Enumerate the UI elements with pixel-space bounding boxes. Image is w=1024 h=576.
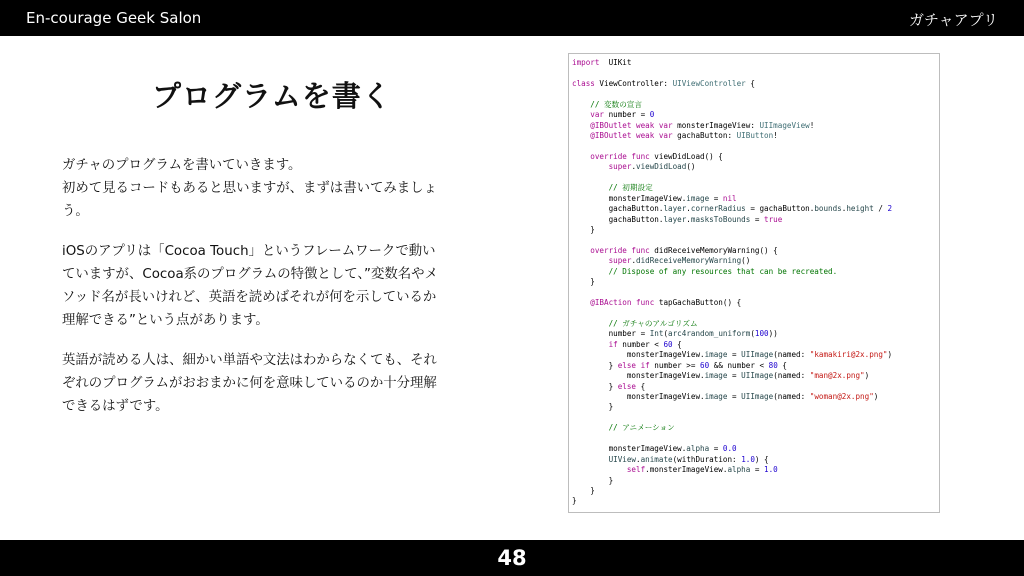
code-line <box>572 486 939 496</box>
code-token: ) <box>864 371 870 381</box>
code-token: tapGachaButton() { <box>654 298 742 308</box>
code-line <box>572 423 939 433</box>
code-token: cornerRadius <box>690 204 746 214</box>
header-bar <box>0 0 1024 36</box>
code-line <box>572 371 939 381</box>
code-token: . <box>841 204 847 214</box>
code-line <box>572 465 939 475</box>
code-line <box>572 58 939 68</box>
paragraph-3: 英語が読める人は、細かい単語や文法はわからなくても、それ ぞれのプログラムがおおまかに何を意味しているのか十分理解 できるはずです。 <box>62 353 437 414</box>
code-line <box>572 194 939 204</box>
code-token: @IBAction func <box>572 298 655 308</box>
code-token: (withDuration: <box>672 454 742 464</box>
code-token: self <box>572 465 646 475</box>
code-token: ) <box>887 350 893 360</box>
code-token: = <box>727 371 742 381</box>
code-token: // 初期設定 <box>572 183 653 193</box>
code-token: height <box>846 204 874 214</box>
code-token: () <box>686 162 696 172</box>
code-token: 1.0 <box>741 454 755 464</box>
code-line <box>572 288 939 298</box>
code-token: viewDidLoad <box>636 162 687 172</box>
code-token: (named: <box>773 371 810 381</box>
code-token: arc4random_uniform <box>668 329 751 339</box>
code-token: monsterImageView: <box>672 120 760 130</box>
code-token: ViewController: <box>594 78 673 88</box>
code-token: (named: <box>773 350 810 360</box>
code-line <box>572 79 939 89</box>
code-line <box>572 319 939 329</box>
code-line <box>572 340 939 350</box>
code-token: Int <box>649 329 664 339</box>
code-token: ) { <box>754 454 769 464</box>
code-token: super <box>572 256 632 266</box>
code-token: else <box>617 381 637 391</box>
header-left-title: En-courage Geek Salon <box>26 9 202 27</box>
code-line <box>572 496 939 506</box>
code-line <box>572 382 939 392</box>
code-line <box>572 68 939 78</box>
code-token: . <box>631 162 637 172</box>
code-token: = <box>709 193 723 203</box>
code-token: override func <box>572 245 650 255</box>
code-token: 60 <box>663 339 673 349</box>
code-token: = <box>727 392 742 401</box>
code-token: override func <box>572 151 650 161</box>
code-line <box>572 225 939 235</box>
code-line <box>572 183 939 193</box>
code-token: monsterImageView. <box>572 193 687 203</box>
code-token: 1.0 <box>764 465 778 475</box>
code-token: viewDidLoad() { <box>649 151 723 161</box>
code-token: = gachaButton. <box>745 204 815 214</box>
slide-title: プログラムを書く <box>152 79 392 113</box>
code-token: UIViewController <box>672 78 746 88</box>
code-token: ! <box>809 120 815 130</box>
code-line <box>572 444 939 454</box>
footer-bar <box>0 540 1024 576</box>
paragraph-2: iOSのアプリは「Cocoa Touch」というフレームワークで動い ていますが、Cocoa系のプログラムの特徴として、”変数名やメ ソッド名が長いけれど、英語を読めばそれが何を示しているか 理解できる”という点があります。 <box>62 244 438 328</box>
code-token: true <box>764 214 783 224</box>
code-token: masksToBounds <box>690 214 751 224</box>
code-token: { <box>672 339 682 349</box>
code-token: } <box>572 360 618 370</box>
code-token: image <box>686 193 710 203</box>
code-token: } <box>572 485 595 495</box>
code-token: . <box>686 204 691 214</box>
code-line <box>572 434 939 444</box>
code-line <box>572 361 939 371</box>
code-token: UIKit <box>599 58 632 67</box>
code-token: number = <box>572 329 650 339</box>
code-token: super <box>572 162 632 172</box>
code-token: image <box>704 350 728 360</box>
code-token: 0 <box>649 110 655 120</box>
header-right-title: ガチャアプリ <box>909 11 998 29</box>
code-token: UIButton <box>736 131 774 141</box>
code-line <box>572 256 939 266</box>
code-token: didReceiveMemoryWarning() { <box>649 245 778 255</box>
code-line <box>572 235 939 245</box>
code-token: monsterImageView. <box>572 350 705 360</box>
code-token: "man@2x.png" <box>809 371 865 381</box>
code-line <box>572 329 939 339</box>
code-token: .monsterImageView. <box>645 465 728 475</box>
code-token: 0.0 <box>722 444 737 454</box>
code-token: gachaButton: <box>672 131 737 141</box>
code-token: // アニメーション <box>572 423 675 433</box>
code-line <box>572 413 939 423</box>
code-line <box>572 298 939 308</box>
code-token: monsterImageView. <box>572 392 705 401</box>
code-token: // ガチャのアルゴリズム <box>572 318 698 328</box>
code-line <box>572 402 939 412</box>
code-token: "kamakiri@2x.png" <box>809 350 888 360</box>
code-token: } <box>572 381 618 391</box>
code-line <box>572 100 939 110</box>
code-token: = <box>750 214 765 224</box>
code-token: } <box>572 475 614 485</box>
code-token: alpha <box>727 465 751 475</box>
code-token: } <box>572 496 577 506</box>
code-token: ( <box>750 329 755 339</box>
code-token: @IBOutlet weak var <box>572 120 673 130</box>
code-token: UIImage <box>741 392 774 401</box>
code-token: layer <box>663 214 687 224</box>
code-line <box>572 173 939 183</box>
code-token: layer <box>663 204 687 214</box>
code-token: bounds <box>814 204 842 214</box>
code-line <box>572 162 939 172</box>
code-token: import <box>572 58 600 67</box>
code-token: else if <box>617 360 650 370</box>
code-token: alpha <box>686 444 710 454</box>
code-token: { <box>636 381 646 391</box>
code-token: . <box>636 454 641 464</box>
slide-body <box>62 154 492 435</box>
code-token: animate <box>640 454 673 464</box>
code-token: nil <box>722 193 737 203</box>
code-token: didReceiveMemoryWarning <box>636 256 742 266</box>
code-token: UIView <box>572 454 637 464</box>
code-token: } <box>572 402 614 412</box>
code-line <box>572 89 939 99</box>
code-line <box>572 204 939 214</box>
code-token: () <box>741 256 751 266</box>
code-token: / <box>873 204 888 214</box>
code-line <box>572 309 939 319</box>
code-line <box>572 392 939 402</box>
code-token: if <box>572 339 618 349</box>
code-line <box>572 142 939 152</box>
code-token: 80 <box>768 360 778 370</box>
code-token: monsterImageView. <box>572 444 687 454</box>
code-token: { <box>777 360 787 370</box>
code-token: = <box>750 465 765 475</box>
code-line <box>572 110 939 120</box>
code-token: number < <box>617 339 664 349</box>
code-token: gachaButton. <box>572 204 664 214</box>
code-token: class <box>572 78 595 88</box>
code-token: @IBOutlet weak var <box>572 131 673 141</box>
code-token: // 変数の宣言 <box>572 99 642 109</box>
code-token: 2 <box>887 204 893 214</box>
code-line <box>572 152 939 162</box>
code-token: // Dispose of any resources that can be recreated. <box>572 266 838 276</box>
code-token: 100 <box>754 329 769 339</box>
code-token: "woman@2x.png" <box>809 392 874 401</box>
code-line <box>572 455 939 465</box>
code-token: 60 <box>700 360 710 370</box>
code-line <box>572 350 939 360</box>
code-token: } <box>572 225 595 234</box>
code-token: UIImageView <box>759 120 810 130</box>
code-line <box>572 267 939 277</box>
code-line <box>572 215 939 225</box>
code-token: number >= <box>649 360 701 370</box>
code-token: ) <box>873 392 879 401</box>
code-token: UIImage <box>741 371 774 381</box>
code-token: = <box>709 444 723 454</box>
code-token: gachaButton. <box>572 214 664 224</box>
code-line <box>572 277 939 287</box>
code-token: = <box>727 350 742 360</box>
page-number: 48 <box>497 546 527 570</box>
paragraph-1: ガチャのプログラムを書いていきます。 初めて見るコードもあると思いますが、まずは書いてみましょ う。 <box>62 158 437 219</box>
code-token: image <box>704 392 728 401</box>
code-token: image <box>704 371 728 381</box>
code-token: number = <box>604 110 650 120</box>
code-token: var <box>572 110 605 120</box>
code-line <box>572 246 939 256</box>
code-token: { <box>745 78 755 88</box>
code-block <box>568 53 940 513</box>
code-line <box>572 131 939 141</box>
code-token: monsterImageView. <box>572 371 705 381</box>
code-token: } <box>572 277 595 287</box>
code-token: )) <box>768 329 778 339</box>
code-token: . <box>686 214 691 224</box>
code-token: UIImage <box>741 350 774 360</box>
code-token: ( <box>663 329 669 339</box>
code-token: ! <box>773 131 778 141</box>
code-line <box>572 121 939 131</box>
code-line <box>572 476 939 486</box>
code-token: && number < <box>709 360 769 370</box>
code-token: . <box>631 256 637 266</box>
code-token: (named: <box>773 392 810 401</box>
